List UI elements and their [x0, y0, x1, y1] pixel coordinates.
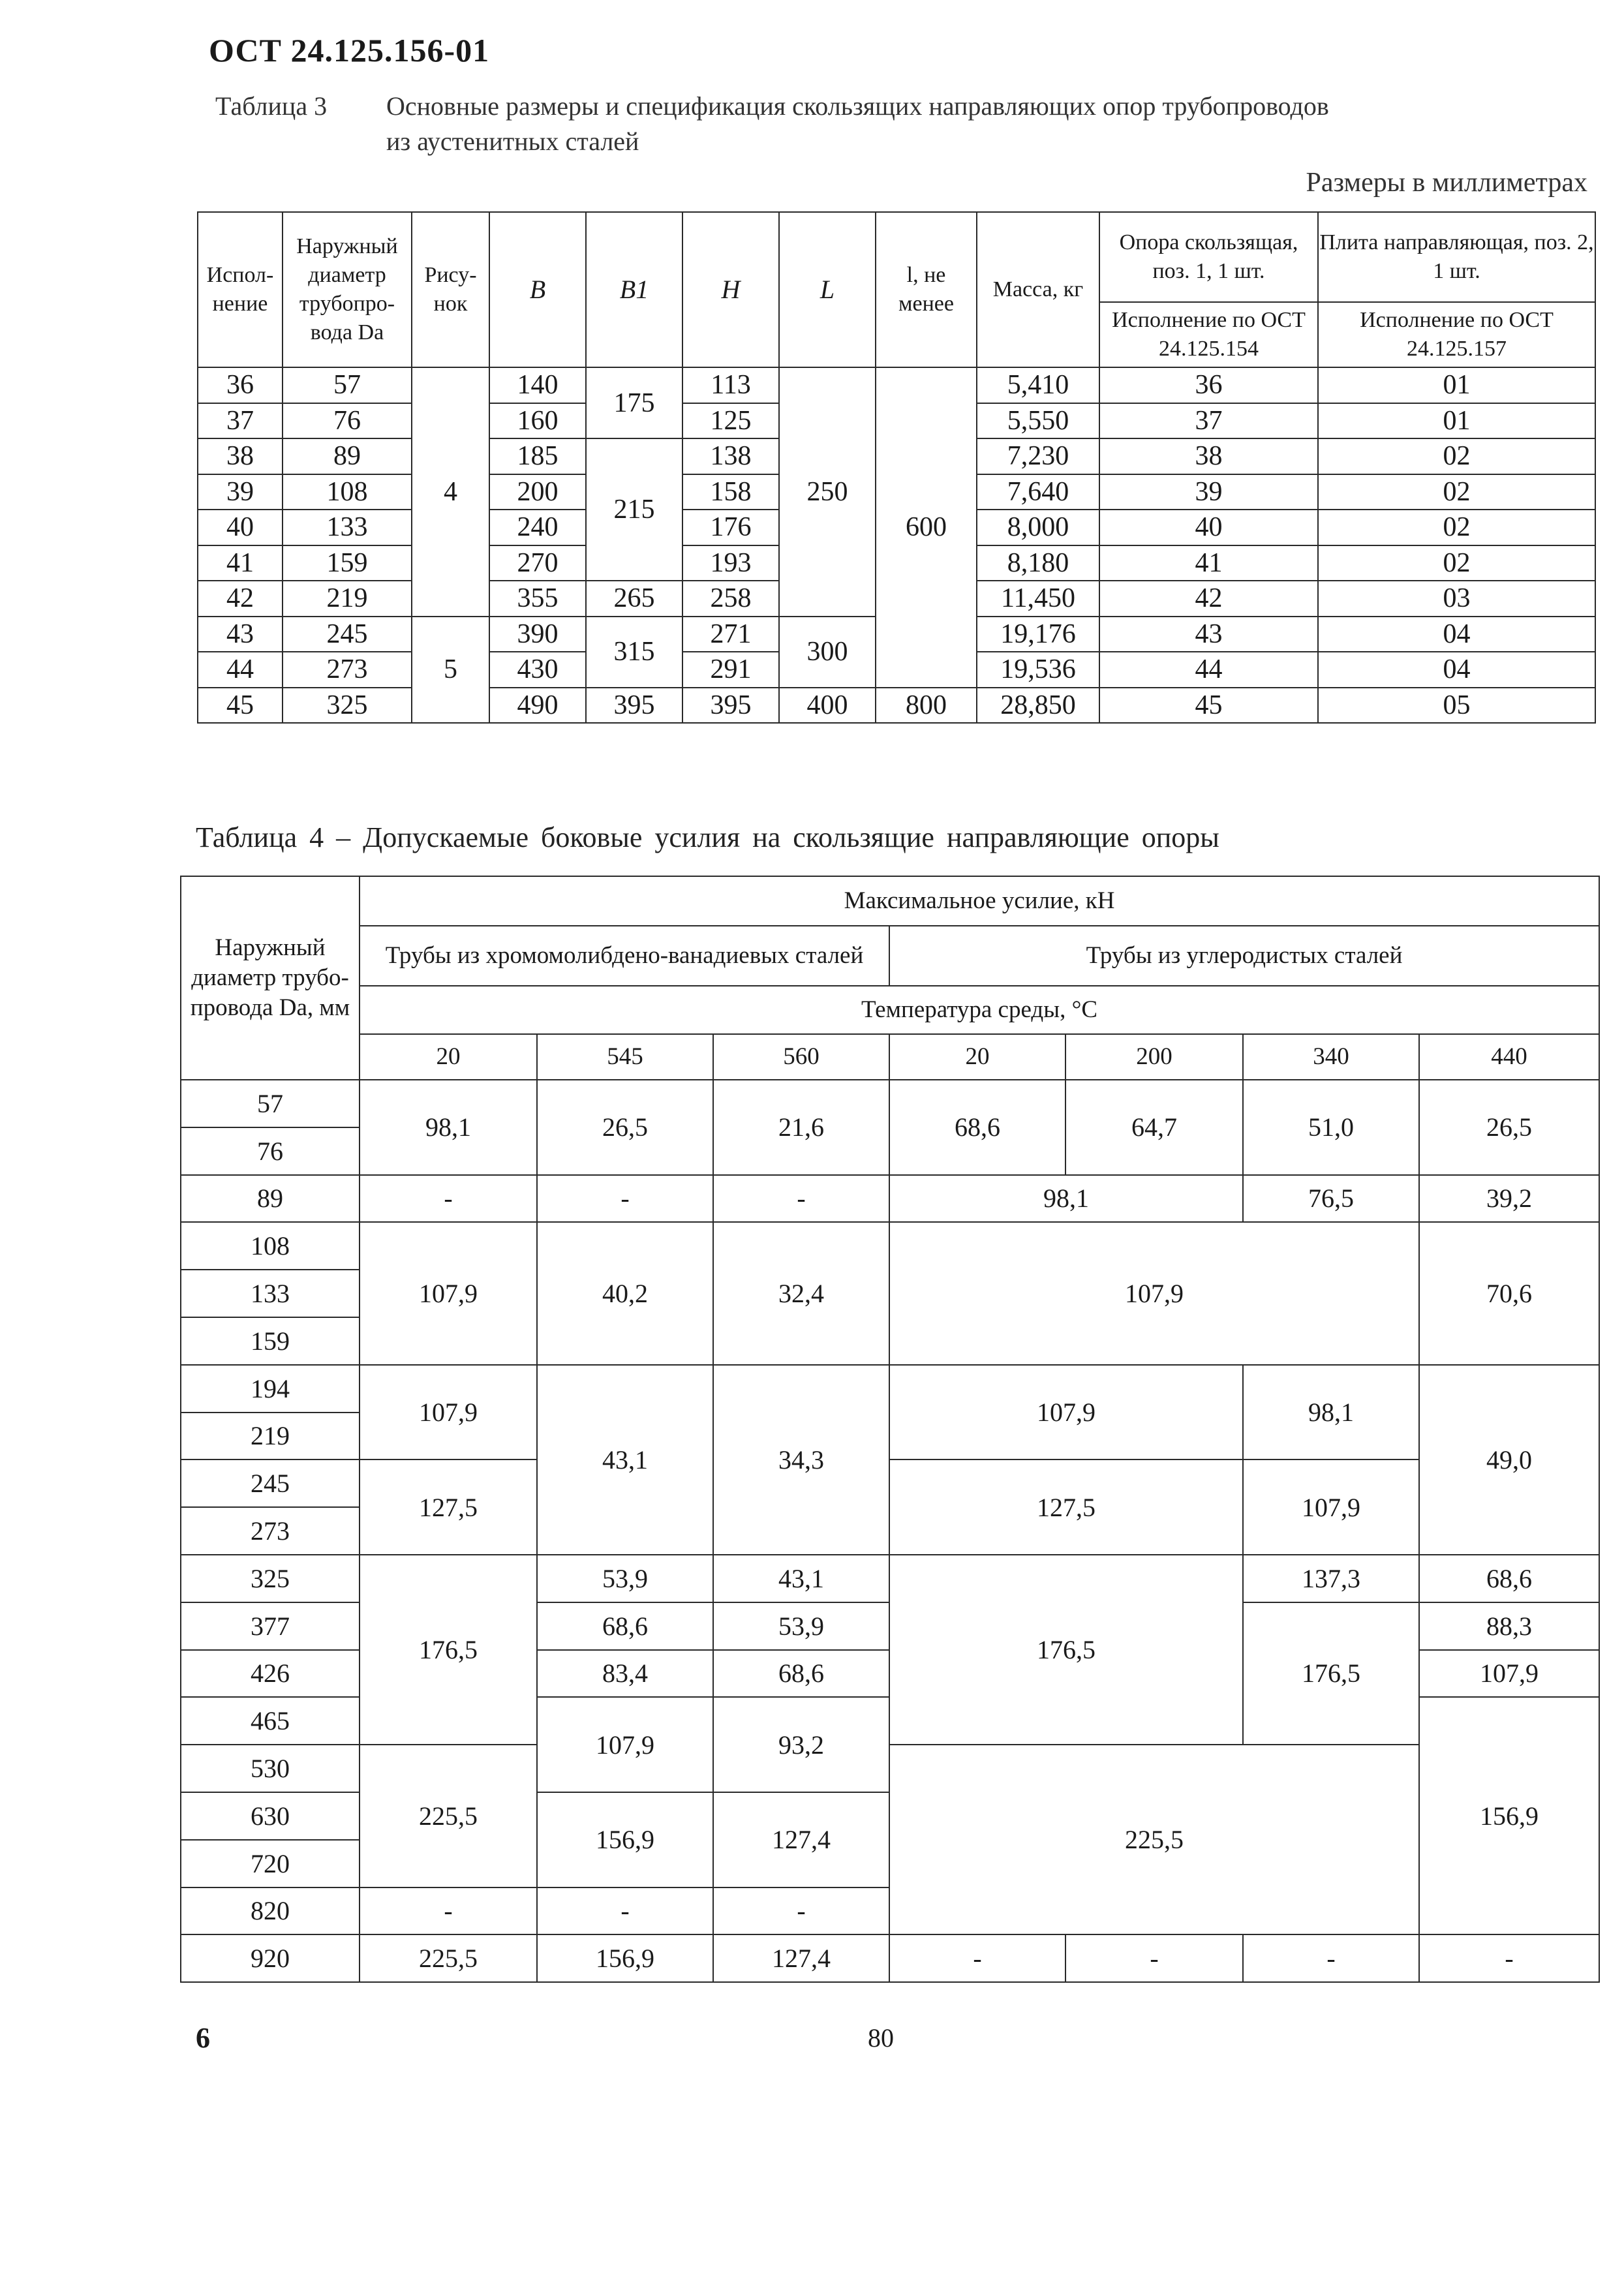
- t3-cell: 02: [1318, 510, 1595, 545]
- t4-cell: 107,9: [889, 1222, 1419, 1364]
- t4-header-diameter: Наружный диаметр трубо-провода Dа, мм: [181, 876, 360, 1080]
- t3-header-ispolnenie: Испол-нение: [198, 212, 283, 367]
- t4-diameter: 245: [181, 1459, 360, 1507]
- t3-cell: 44: [198, 652, 283, 688]
- t3-cell: 390: [489, 617, 586, 652]
- t4-cell: -: [1243, 1934, 1419, 1982]
- t3-cell: 57: [283, 367, 412, 403]
- page-number-total: 80: [868, 2023, 894, 2053]
- t4-cell: 53,9: [713, 1602, 889, 1650]
- t3-cell: 7,230: [977, 438, 1099, 474]
- t4-cell: 32,4: [713, 1222, 889, 1364]
- t3-cell: 113: [682, 367, 779, 403]
- t3-cell: 11,450: [977, 581, 1099, 617]
- t3-header-b1: B1: [586, 212, 682, 367]
- table-row: [181, 1459, 1599, 1507]
- t4-cell: 127,5: [889, 1459, 1243, 1555]
- t3-cell: 271: [682, 617, 779, 652]
- table-row: [181, 1222, 1599, 1270]
- table-row: [181, 1934, 1599, 1982]
- t3-cell: 37: [198, 403, 283, 439]
- t3-cell: 395: [682, 688, 779, 724]
- t4-cell: 98,1: [360, 1080, 537, 1175]
- t3-cell: 8,180: [977, 545, 1099, 581]
- t4-cell: -: [889, 1934, 1065, 1982]
- t3-cell: 240: [489, 510, 586, 545]
- t4-header-temp-value: 545: [537, 1034, 713, 1080]
- t3-cell: 03: [1318, 581, 1595, 617]
- t4-header-temp-value: 20: [889, 1034, 1065, 1080]
- t3-cell: 200: [489, 474, 586, 510]
- t3-cell: 490: [489, 688, 586, 724]
- t4-cell: -: [537, 1175, 713, 1223]
- t3-cell: 01: [1318, 367, 1595, 403]
- t4-cell: 70,6: [1419, 1222, 1599, 1364]
- t4-cell: 156,9: [537, 1934, 713, 1982]
- t4-header-temperature: Температура среды, °С: [360, 986, 1599, 1034]
- t3-cell: 45: [1099, 688, 1318, 724]
- t4-cell: 64,7: [1065, 1080, 1243, 1175]
- t3-cell: 219: [283, 581, 412, 617]
- t3-cell: 158: [682, 474, 779, 510]
- t3-cell: 40: [198, 510, 283, 545]
- table3: [197, 211, 1596, 724]
- t4-cell: -: [1065, 1934, 1243, 1982]
- t3-cell-b1: 315: [586, 617, 682, 688]
- t4-cell: 68,6: [1419, 1555, 1599, 1602]
- t4-cell: 43,1: [537, 1365, 713, 1555]
- t3-header-l-min: l, не менее: [876, 212, 977, 367]
- t4-diameter: 426: [181, 1650, 360, 1698]
- t3-cell: 05: [1318, 688, 1595, 724]
- t4-header-temp-value: 20: [360, 1034, 537, 1080]
- t4-cell: 156,9: [537, 1792, 713, 1887]
- t4-diameter: 820: [181, 1887, 360, 1935]
- t3-cell: 140: [489, 367, 586, 403]
- t3-cell: 160: [489, 403, 586, 439]
- t4-cell: 26,5: [1419, 1080, 1599, 1175]
- t3-cell-b1: 175: [586, 367, 682, 438]
- t4-cell: 107,9: [1243, 1459, 1419, 1555]
- t4-cell: 21,6: [713, 1080, 889, 1175]
- t3-cell: 400: [779, 688, 876, 724]
- t4-cell: 88,3: [1419, 1602, 1599, 1650]
- t3-cell-risunok: 4: [412, 367, 489, 617]
- t4-header-temp-value: 440: [1419, 1034, 1599, 1080]
- t3-cell: 41: [1099, 545, 1318, 581]
- t4-cell: -: [713, 1175, 889, 1223]
- t4-diameter: 530: [181, 1745, 360, 1792]
- t3-cell: 355: [489, 581, 586, 617]
- table4: [180, 876, 1600, 1983]
- t3-header-mass: Масса, кг: [977, 212, 1099, 367]
- t3-cell: 395: [586, 688, 682, 724]
- t4-cell: 39,2: [1419, 1175, 1599, 1223]
- t3-cell: 133: [283, 510, 412, 545]
- t4-diameter: 89: [181, 1175, 360, 1223]
- t4-diameter: 133: [181, 1270, 360, 1317]
- t3-cell: 138: [682, 438, 779, 474]
- t3-cell: 89: [283, 438, 412, 474]
- t4-cell: 53,9: [537, 1555, 713, 1602]
- table-row: [181, 1745, 1599, 1792]
- t3-cell: 185: [489, 438, 586, 474]
- t3-cell: 40: [1099, 510, 1318, 545]
- t3-cell: 291: [682, 652, 779, 688]
- table3-title-line1: Основные размеры и спецификация скользящих направляющих опор трубопроводов: [386, 91, 1329, 121]
- t3-cell: 04: [1318, 652, 1595, 688]
- t4-diameter: 720: [181, 1840, 360, 1887]
- t4-cell: -: [537, 1887, 713, 1935]
- t3-cell: 273: [283, 652, 412, 688]
- t4-cell: 107,9: [889, 1365, 1243, 1460]
- t4-header-temp-value: 340: [1243, 1034, 1419, 1080]
- t4-cell: 83,4: [537, 1650, 713, 1698]
- t4-cell: 76,5: [1243, 1175, 1419, 1223]
- t3-cell: 37: [1099, 403, 1318, 439]
- t4-diameter: 194: [181, 1365, 360, 1413]
- t4-diameter: 57: [181, 1080, 360, 1127]
- t3-cell: 430: [489, 652, 586, 688]
- t3-header-diameter: Наружный диаметр трубопро-вода Dа: [283, 212, 412, 367]
- t3-cell: 5,410: [977, 367, 1099, 403]
- t4-cell: 98,1: [889, 1175, 1243, 1223]
- t3-cell: 42: [198, 581, 283, 617]
- t3-cell: 38: [198, 438, 283, 474]
- t4-cell: 26,5: [537, 1080, 713, 1175]
- t3-cell: 193: [682, 545, 779, 581]
- t3-cell: 19,536: [977, 652, 1099, 688]
- table-row: [181, 1175, 1599, 1223]
- t3-cell-risunok: 5: [412, 617, 489, 724]
- t3-cell: 45: [198, 688, 283, 724]
- t4-cell: -: [713, 1887, 889, 1935]
- t3-cell: 265: [586, 581, 682, 617]
- document-code: ОСТ 24.125.156-01: [209, 32, 490, 69]
- t4-cell: -: [360, 1887, 537, 1935]
- t4-cell: 107,9: [1419, 1650, 1599, 1698]
- t4-header-group-carbon: Трубы из углеродистых сталей: [889, 926, 1599, 986]
- table-row: [181, 1080, 1599, 1127]
- table3-label: Таблица 3: [215, 91, 328, 121]
- t4-diameter: 920: [181, 1934, 360, 1982]
- t4-cell: 107,9: [360, 1222, 537, 1364]
- t3-cell: 36: [1099, 367, 1318, 403]
- t4-cell: 43,1: [713, 1555, 889, 1602]
- t3-header-h: H: [682, 212, 779, 367]
- table3-caption: [215, 89, 1612, 159]
- t3-header-opora-sub: Исполнение по ОСТ 24.125.154: [1099, 302, 1318, 367]
- t3-cell: 04: [1318, 617, 1595, 652]
- t3-cell-b1: 215: [586, 438, 682, 581]
- t4-cell: 176,5: [889, 1555, 1243, 1745]
- t3-cell: 7,640: [977, 474, 1099, 510]
- t4-diameter: 377: [181, 1602, 360, 1650]
- t3-cell: 19,176: [977, 617, 1099, 652]
- t3-cell-l-upper: 250: [779, 367, 876, 617]
- t4-cell: 176,5: [1243, 1602, 1419, 1745]
- t4-diameter: 159: [181, 1317, 360, 1365]
- t3-header-opora: Опора скользящая, поз. 1, 1 шт.: [1099, 212, 1318, 302]
- t4-cell: -: [360, 1175, 537, 1223]
- t3-cell: 108: [283, 474, 412, 510]
- t3-cell-l-min: 600: [876, 367, 977, 688]
- t4-diameter: 273: [181, 1507, 360, 1555]
- t3-cell: 39: [1099, 474, 1318, 510]
- t4-diameter: 76: [181, 1127, 360, 1175]
- t4-cell: 68,6: [537, 1602, 713, 1650]
- t4-cell: 49,0: [1419, 1365, 1599, 1555]
- table-row: [181, 1365, 1599, 1413]
- t4-header-temp-value: 200: [1065, 1034, 1243, 1080]
- table-row: [198, 367, 1595, 403]
- t4-cell: 137,3: [1243, 1555, 1419, 1602]
- t3-header-l-upper: L: [779, 212, 876, 367]
- t3-cell: 258: [682, 581, 779, 617]
- t3-cell: 41: [198, 545, 283, 581]
- t3-cell: 159: [283, 545, 412, 581]
- t3-cell: 02: [1318, 545, 1595, 581]
- t4-header-temp-value: 560: [713, 1034, 889, 1080]
- t4-cell: 225,5: [360, 1745, 537, 1887]
- table4-caption: Таблица 4 – Допускаемые боковые усилия на скользящие направляющие опоры: [196, 821, 1219, 853]
- t4-diameter: 219: [181, 1413, 360, 1460]
- t3-cell: 02: [1318, 438, 1595, 474]
- t4-diameter: 630: [181, 1792, 360, 1840]
- t4-cell: 68,6: [713, 1650, 889, 1698]
- t3-cell: 800: [876, 688, 977, 724]
- t3-cell: 38: [1099, 438, 1318, 474]
- t3-header-risunok: Рису-нок: [412, 212, 489, 367]
- t4-cell: 107,9: [360, 1365, 537, 1460]
- t3-cell: 125: [682, 403, 779, 439]
- t3-cell: 42: [1099, 581, 1318, 617]
- table-row: [181, 1555, 1599, 1602]
- t3-cell-l-upper: 300: [779, 617, 876, 688]
- table-row: [198, 688, 1595, 724]
- t4-cell: 98,1: [1243, 1365, 1419, 1460]
- t4-cell: -: [1419, 1934, 1599, 1982]
- page-number-section: 6: [196, 2022, 210, 2054]
- t3-cell: 02: [1318, 474, 1595, 510]
- t4-cell: 127,5: [360, 1459, 537, 1555]
- t4-header-max-force: Максимальное усилие, кН: [360, 876, 1599, 926]
- t3-cell: 28,850: [977, 688, 1099, 724]
- t3-header-plita-sub: Исполнение по ОСТ 24.125.157: [1318, 302, 1595, 367]
- t4-cell: 127,4: [713, 1792, 889, 1887]
- t4-cell: 176,5: [360, 1555, 537, 1745]
- t4-cell: 127,4: [713, 1934, 889, 1982]
- t3-cell: 270: [489, 545, 586, 581]
- t4-cell: 156,9: [1419, 1697, 1599, 1934]
- t4-cell: 93,2: [713, 1697, 889, 1792]
- t3-cell: 325: [283, 688, 412, 724]
- t4-diameter: 325: [181, 1555, 360, 1602]
- t4-header-group-crmov: Трубы из хромомолибдено-ванадиевых сталей: [360, 926, 889, 986]
- t4-cell: 40,2: [537, 1222, 713, 1364]
- t3-cell: 39: [198, 474, 283, 510]
- t3-cell: 76: [283, 403, 412, 439]
- t3-cell: 43: [198, 617, 283, 652]
- t4-diameter: 465: [181, 1697, 360, 1745]
- t4-cell: 51,0: [1243, 1080, 1419, 1175]
- t3-cell: 43: [1099, 617, 1318, 652]
- t3-header-plita: Плита направляющая, поз. 2, 1 шт.: [1318, 212, 1595, 302]
- t4-cell: 225,5: [889, 1745, 1419, 1934]
- t3-cell: 245: [283, 617, 412, 652]
- t3-cell: 36: [198, 367, 283, 403]
- t4-cell: 225,5: [360, 1934, 537, 1982]
- t4-diameter: 108: [181, 1222, 360, 1270]
- t3-header-b: B: [489, 212, 586, 367]
- t4-cell: 107,9: [537, 1697, 713, 1792]
- t4-cell: 34,3: [713, 1365, 889, 1555]
- table3-title-line2: из аустенитных сталей: [386, 127, 639, 156]
- t3-cell: 176: [682, 510, 779, 545]
- t3-cell: 01: [1318, 403, 1595, 439]
- t3-cell: 5,550: [977, 403, 1099, 439]
- t3-cell: 8,000: [977, 510, 1099, 545]
- t3-cell: 44: [1099, 652, 1318, 688]
- t4-cell: 68,6: [889, 1080, 1065, 1175]
- table3-units: Размеры в миллиметрах: [1306, 168, 1587, 198]
